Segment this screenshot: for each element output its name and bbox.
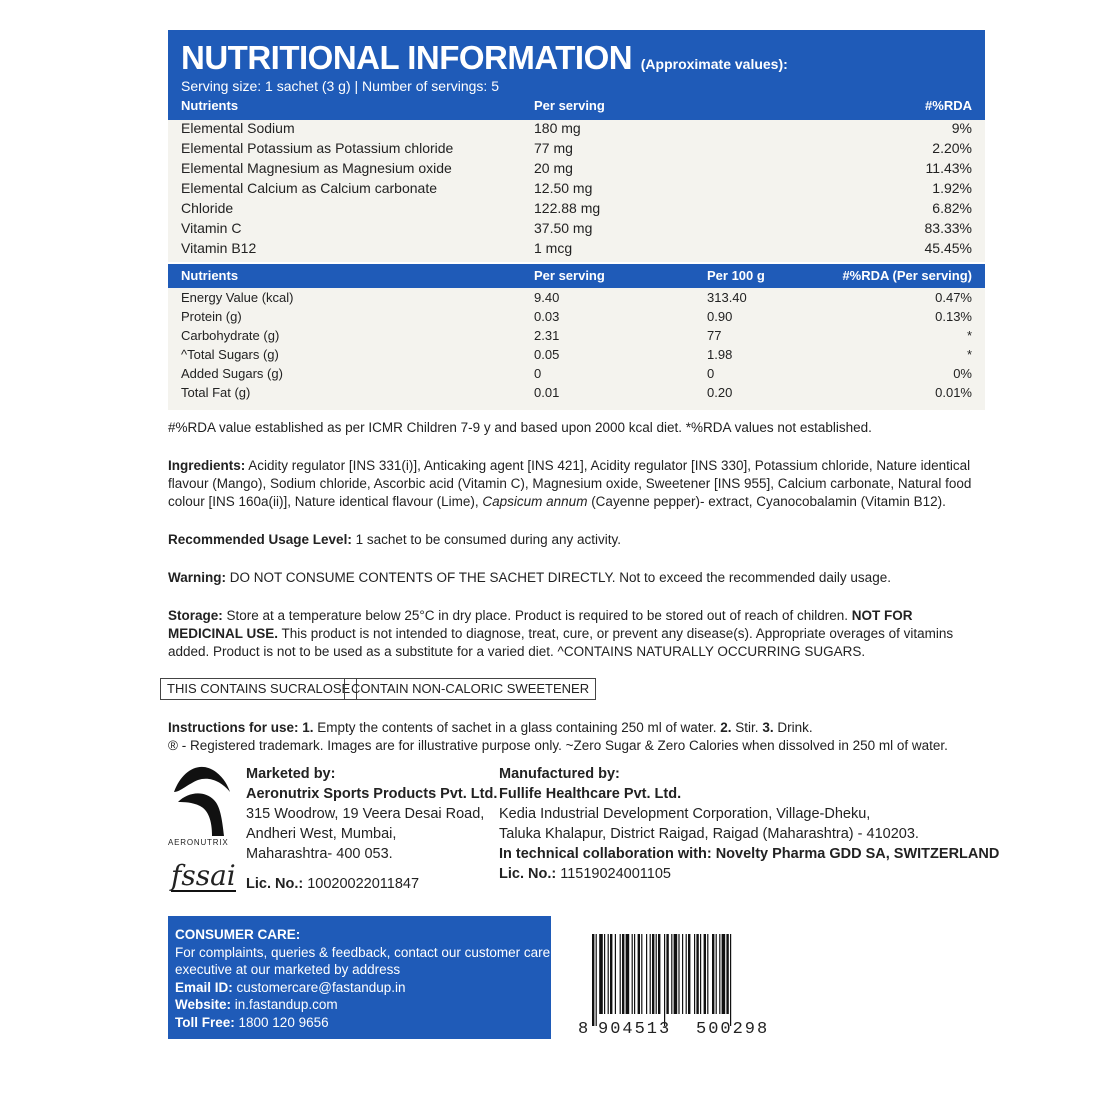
barcode-bar <box>620 934 621 1014</box>
usage-level: Recommended Usage Level: 1 sachet to be consumed during any activity. <box>168 532 621 547</box>
sweetener-tag: CONTAIN NON-CALORIC SWEETENER <box>344 678 596 700</box>
barcode <box>578 934 784 1044</box>
fssai-logo: fssai <box>171 859 236 892</box>
barcode-bar <box>596 934 597 1026</box>
barcode-bar <box>726 934 728 1014</box>
barcode-bar <box>634 934 635 1014</box>
nutrients-table-2 <box>168 288 985 410</box>
barcode-bar <box>712 934 714 1014</box>
barcode-bar <box>664 934 665 1026</box>
barcode-bar <box>638 934 640 1014</box>
storage: Storage: Store at a temperature below 25°C in dry place. Product is required to be stored out of reach of children. NOT FOR MEDICINAL USE. This product is not intended to diagnose, treat, cure, or prevent any disease(s). Appropriate overages of vitamins added. Product is not to be used as a substitute for a varied diet. ^CONTAINS NATURALLY OCCURRING SUGARS. <box>168 608 954 659</box>
table-row: Energy Value (kcal) 9.40 313.40 0.47% <box>181 290 972 305</box>
barcode-bar <box>694 934 695 1014</box>
barcode-digits: 8 904513 500298 <box>578 1020 770 1039</box>
table-row: Elemental Calcium as Calcium carbonate 12.50 mg 1.92% <box>181 180 972 196</box>
barcode-bar <box>722 934 726 1014</box>
barcode-bar <box>704 934 706 1014</box>
barcode-bar <box>730 934 731 1026</box>
table-row: Chloride 122.88 mg 6.82% <box>181 200 972 216</box>
rda-note: #%RDA value established as per ICMR Children 7-9 y and based upon 2000 kcal diet. *%RDA values not established. <box>168 420 872 435</box>
table2-header-cell: Per 100 g <box>707 268 765 283</box>
consumer-tollfree: Toll Free: 1800 120 9656 <box>175 1014 329 1030</box>
table1-header <box>168 96 985 116</box>
consumer-website[interactable]: Website: in.fastandup.com <box>175 997 338 1012</box>
table-row: Elemental Sodium 180 mg 9% <box>181 120 972 136</box>
sucralose-tag: THIS CONTAINS SUCRALOSE <box>160 678 357 700</box>
manufactured-by: Manufactured by: Fullife Healthcare Pvt. Ltd. Kedia Industrial Development Corporation, Village-Dheku, Taluka Khalapur, District Raigad, Raigad (Maharashtra) - 410203. In technical collaboration with: Novelty Pharma GDD SA, SWITZERLAND Lic. No.: 11519024001105 <box>499 766 1000 882</box>
consumer-care-box: CONSUMER CARE: For complaints, queries & feedback, contact our customer care executive at our marketed by address Email ID: customercare@fastandup.in Website: in.fastandup.com Toll Free: 1800 120 9656 <box>168 916 551 1039</box>
table-row: ^Total Sugars (g) 0.05 1.98 * <box>181 347 972 362</box>
barcode-bar <box>615 934 616 1014</box>
barcode-bar <box>641 934 642 1014</box>
aeronutrix-wordmark: AERONUTRIX <box>168 838 229 847</box>
barcode-bar <box>604 934 605 1014</box>
barcode-bar <box>688 934 690 1014</box>
barcode-bar <box>707 934 708 1014</box>
barcode-bar <box>652 934 654 1014</box>
nutrition-title: NUTRITIONAL INFORMATION (Approximate values): <box>181 39 788 76</box>
consumer-care-title: CONSUMER CARE: <box>175 927 301 942</box>
table1-header-cell: #%RDA <box>925 98 972 113</box>
barcode-bar <box>682 934 683 1014</box>
barcode-bar <box>656 934 657 1014</box>
barcode-bar <box>592 934 594 1026</box>
barcode-bar <box>671 934 672 1014</box>
aeronutrix-logo <box>168 762 238 852</box>
consumer-email[interactable]: Email ID: customercare@fastandup.in <box>175 979 406 995</box>
table-row: Total Fat (g) 0.01 0.20 0.01% <box>181 385 972 400</box>
serving-info: Serving size: 1 sachet (3 g) | Number of servings: 5 <box>181 78 499 94</box>
trademark-note: ® - Registered trademark. Images are for illustrative purpose only. ~Zero Sugar & Zero Calories when dissolved in 250 ml of water. <box>168 738 948 753</box>
aeronutrix-logo-icon <box>168 762 238 842</box>
table2-header-cell: #%RDA (Per serving) <box>842 268 972 283</box>
barcode-bar <box>696 934 698 1014</box>
barcode-bars <box>578 934 784 1026</box>
marketed-by: Marketed by: Aeronutrix Sports Products Pvt. Ltd. 315 Woodrow, 19 Veera Desai Road, Andheri West, Mumbai, Maharashtra- 400 053. <box>246 766 498 862</box>
barcode-bar <box>650 934 651 1014</box>
table1-header-cell: Nutrients <box>181 98 239 113</box>
table-row: Elemental Potassium as Potassium chloride 77 mg 2.20% <box>181 140 972 156</box>
table-row: Elemental Magnesium as Magnesium oxide 20 mg 11.43% <box>181 160 972 176</box>
barcode-bar <box>632 934 633 1014</box>
table-row: Vitamin C 37.50 mg 83.33% <box>181 220 972 236</box>
table1-header-cell: Per serving <box>534 98 605 113</box>
ingredients: Ingredients: Acidity regulator [INS 331(i)], Anticaking agent [INS 421], Acidity regulator [INS 330], Potassium chloride, Nature identical flavour (Mango), Sodium chloride, Ascorbic acid (Vitamin C), Magnesium oxide, Sweetener [INS 955], Calcium carbonate, Natural food colour [INS 160a(ii)], Nature identical flavour (Lime), Capsicum annum (Cayenne pepper)- extract, Cyanocobalamin (Vitamin B12). <box>168 458 972 509</box>
barcode-bar <box>716 934 717 1014</box>
barcode-bar <box>610 934 612 1014</box>
table-row: Protein (g) 0.03 0.90 0.13% <box>181 309 972 324</box>
barcode-bar <box>700 934 701 1014</box>
instructions: Instructions for use: 1. Empty the contents of sachet in a glass containing 250 ml of water. 2. Stir. 3. Drink. <box>168 720 813 735</box>
table-row: Added Sugars (g) 0 0 0% <box>181 366 972 381</box>
table2-header-cell: Nutrients <box>181 268 239 283</box>
nutrition-header <box>168 30 985 120</box>
marketed-license: Lic. No.: 10020022011847 <box>246 876 420 892</box>
table2-header-cell: Per serving <box>534 268 605 283</box>
nutrients-table-1 <box>168 120 985 262</box>
barcode-bar <box>646 934 647 1014</box>
barcode-bar <box>719 934 720 1014</box>
table-row: Vitamin B12 1 mcg 45.45% <box>181 240 972 256</box>
barcode-bar <box>622 934 624 1014</box>
barcode-bar <box>678 934 679 1014</box>
barcode-bar <box>599 934 603 1014</box>
barcode-bar <box>626 934 630 1014</box>
barcode-bar <box>686 934 687 1014</box>
barcode-bar <box>666 934 668 1014</box>
barcode-bar <box>674 934 678 1014</box>
nutrition-title-suffix: (Approximate values) <box>640 56 784 72</box>
barcode-bar <box>608 934 609 1014</box>
barcode-bar <box>658 934 660 1014</box>
table2-header <box>168 264 985 288</box>
warning: Warning: DO NOT CONSUME CONTENTS OF THE SACHET DIRECTLY. Not to exceed the recommended daily usage. <box>168 570 891 585</box>
table-row: Carbohydrate (g) 2.31 77 * <box>181 328 972 343</box>
